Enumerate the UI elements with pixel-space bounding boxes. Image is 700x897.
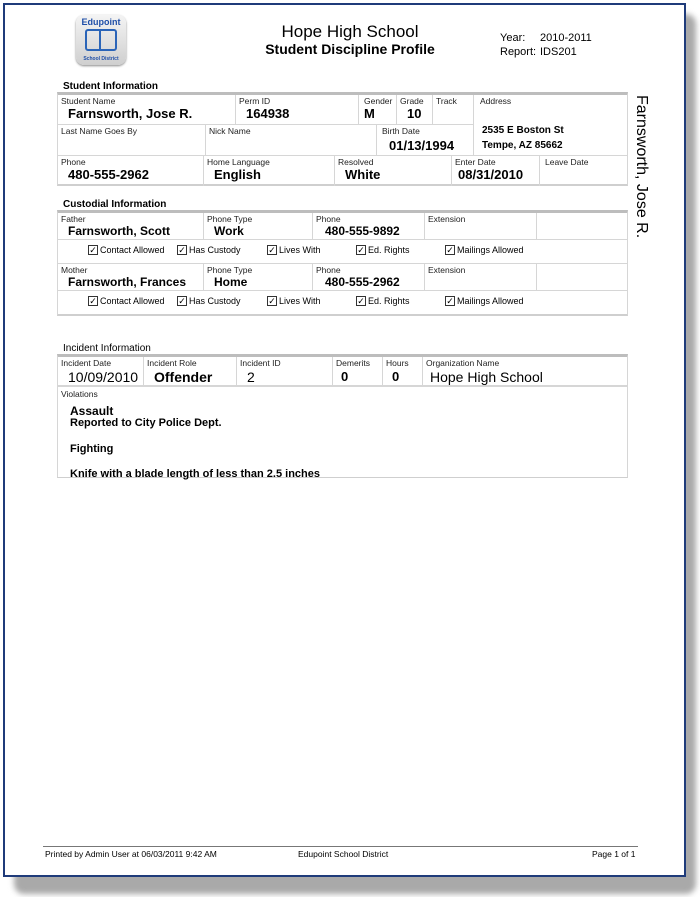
address-label: Address (480, 96, 512, 106)
checkbox-label: Lives With (279, 245, 321, 255)
leave-date-label: Leave Date (545, 157, 589, 167)
student-name-cell (58, 95, 236, 125)
guardian-name-value: Farnsworth, Scott (68, 224, 171, 238)
checkbox-label: Has Custody (189, 296, 241, 306)
birth-date-cell (377, 125, 474, 156)
incident-role-label: Incident Role (147, 358, 197, 368)
mailings-allowed-checkbox[interactable] (445, 245, 524, 255)
address-cell (474, 95, 627, 156)
check-icon: ✓ (446, 245, 454, 255)
phone-type-value: Work (214, 224, 244, 238)
incident-info-table (57, 354, 628, 478)
footer-district: Edupoint School District (298, 849, 389, 859)
guardian-extension-cell (425, 264, 537, 291)
report-title: Student Discipline Profile (265, 41, 435, 57)
checkbox-label: Contact Allowed (100, 245, 165, 255)
enter-date-value: 08/31/2010 (458, 167, 524, 182)
birth-date-value: 01/13/1994 (389, 138, 455, 153)
resolved-cell (335, 156, 452, 186)
incident-role-value: Offender (154, 369, 213, 385)
guardian-relation-label: Father (61, 214, 86, 224)
logo-brand: Edupoint (81, 17, 121, 27)
perm-id-cell (236, 95, 359, 125)
incident-date-value: 10/09/2010 (68, 369, 139, 385)
report-label: Report: (500, 46, 537, 58)
check-icon: ✓ (268, 245, 276, 255)
contact-allowed-checkbox[interactable] (88, 245, 165, 255)
lives-with-checkbox[interactable] (267, 296, 321, 306)
gender-cell (359, 95, 397, 125)
track-label: Track (436, 96, 457, 106)
incident-role-cell (144, 357, 237, 387)
guardian-blank-cell (537, 264, 627, 291)
phone-type-label: Phone Type (207, 265, 253, 275)
incident-date-cell (58, 357, 144, 387)
hours-label: Hours (386, 358, 409, 368)
incident-section-title: Incident Information (63, 343, 151, 354)
gender-value: M (364, 106, 375, 121)
guardian-phone-label: Phone (316, 265, 341, 275)
home-language-value: English (214, 167, 261, 182)
logo-subtitle: School District (83, 56, 119, 62)
gender-label: Gender (364, 96, 393, 106)
guardian-name-cell (58, 264, 204, 291)
school-name: Hope High School (281, 22, 419, 41)
checkbox-label: Ed. Rights (368, 296, 410, 306)
has-custody-checkbox[interactable] (177, 245, 241, 255)
check-icon: ✓ (89, 296, 97, 306)
grade-value: 10 (407, 106, 422, 121)
grade-cell (397, 95, 433, 125)
guardian-blank-cell (537, 213, 627, 240)
last-name-goes-by-cell (58, 125, 206, 156)
footer-printed-by: Printed by Admin User at 06/03/2011 9:42 AM (45, 849, 217, 859)
organization-value: Hope High School (430, 369, 543, 385)
violations-cell (58, 387, 627, 480)
perm-id-label: Perm ID (239, 96, 271, 106)
home-language-label: Home Language (207, 157, 270, 167)
checkbox-label: Mailings Allowed (457, 296, 524, 306)
home-language-cell (204, 156, 335, 186)
year-label: Year: (500, 32, 526, 44)
guardian-phone-label: Phone (316, 214, 341, 224)
enter-date-label: Enter Date (455, 157, 496, 167)
leave-date-cell (540, 156, 627, 186)
demerits-cell (333, 357, 383, 387)
track-cell (433, 95, 474, 125)
guardian-relation-label: Mother (61, 265, 88, 275)
hours-value: 0 (392, 369, 400, 384)
ed-rights-checkbox[interactable] (356, 296, 410, 306)
guardian-phone-value: 480-555-9892 (325, 224, 400, 238)
check-icon: ✓ (178, 245, 186, 255)
custodial-info-table (57, 210, 628, 316)
demerits-value: 0 (341, 369, 349, 384)
resolved-label: Resolved (338, 157, 374, 167)
nick-name-label: Nick Name (209, 126, 251, 136)
footer-divider (43, 846, 638, 847)
incident-id-cell (237, 357, 333, 387)
edupoint-logo (76, 15, 126, 65)
guardian-phone-cell (313, 264, 425, 291)
check-icon: ✓ (178, 296, 186, 306)
organization-label: Organization Name (426, 358, 500, 368)
mailings-allowed-checkbox[interactable] (445, 296, 524, 306)
footer-page-number: Page 1 of 1 (592, 849, 636, 859)
phone-type-label: Phone Type (207, 214, 253, 224)
incident-date-label: Incident Date (61, 358, 112, 368)
resolved-value: White (345, 167, 381, 182)
address-line2: Tempe, AZ 85662 (482, 140, 563, 151)
checkbox-label: Contact Allowed (100, 296, 165, 306)
address-line1: 2535 E Boston St (482, 125, 564, 136)
nick-name-cell (206, 125, 377, 156)
extension-label: Extension (428, 214, 466, 224)
last-name-goes-by-label: Last Name Goes By (61, 126, 138, 136)
check-icon: ✓ (357, 245, 365, 255)
phone-cell (58, 156, 204, 186)
guardian-phone-cell (313, 213, 425, 240)
phone-value: 480-555-2962 (68, 167, 149, 182)
checkbox-label: Has Custody (189, 245, 241, 255)
extension-label: Extension (428, 265, 466, 275)
lives-with-checkbox[interactable] (267, 245, 321, 255)
check-icon: ✓ (89, 245, 97, 255)
book-icon (85, 29, 117, 51)
incident-id-value: 2 (247, 369, 255, 385)
phone-type-value: Home (214, 275, 248, 289)
guardian-checkbox-row (58, 240, 627, 264)
ed-rights-checkbox[interactable] (356, 245, 410, 255)
check-icon: ✓ (357, 296, 365, 306)
guardian-phone-type-cell (204, 264, 313, 291)
violations-label: Violations (61, 389, 98, 399)
perm-id-value: 164938 (246, 106, 290, 121)
violation-note: Reported to City Police Dept. (70, 417, 222, 429)
custodial-section-title: Custodial Information (63, 199, 167, 210)
guardian-checkbox-row (58, 291, 627, 314)
checkbox-label: Lives With (279, 296, 321, 306)
violation-item: Knife with a blade length of less than 2.5 inches (70, 468, 320, 480)
student-name-label: Student Name (61, 96, 116, 106)
guardian-extension-cell (425, 213, 537, 240)
violation-item: Fighting (70, 443, 114, 455)
report-value: IDS201 (540, 46, 577, 58)
side-student-name: Farnsworth, Jose R. (633, 95, 650, 239)
birth-date-label: Birth Date (382, 126, 420, 136)
phone-label: Phone (61, 157, 86, 167)
guardian-phone-type-cell (204, 213, 313, 240)
student-name-value: Farnsworth, Jose R. (68, 106, 193, 121)
year-value: 2010-2011 (540, 32, 592, 44)
student-info-table (57, 92, 628, 186)
incident-id-label: Incident ID (240, 358, 281, 368)
has-custody-checkbox[interactable] (177, 296, 241, 306)
enter-date-cell (452, 156, 540, 186)
contact-allowed-checkbox[interactable] (88, 296, 165, 306)
grade-label: Grade (400, 96, 424, 106)
checkbox-label: Ed. Rights (368, 245, 410, 255)
check-icon: ✓ (268, 296, 276, 306)
violation-item: Assault (70, 404, 114, 418)
student-section-title: Student Information (63, 81, 158, 92)
demerits-label: Demerits (336, 358, 371, 368)
guardian-phone-value: 480-555-2962 (325, 275, 400, 289)
guardian-name-cell (58, 213, 204, 240)
organization-cell (423, 357, 627, 387)
hours-cell (383, 357, 423, 387)
checkbox-label: Mailings Allowed (457, 245, 524, 255)
check-icon: ✓ (446, 296, 454, 306)
guardian-name-value: Farnsworth, Frances (68, 275, 187, 289)
